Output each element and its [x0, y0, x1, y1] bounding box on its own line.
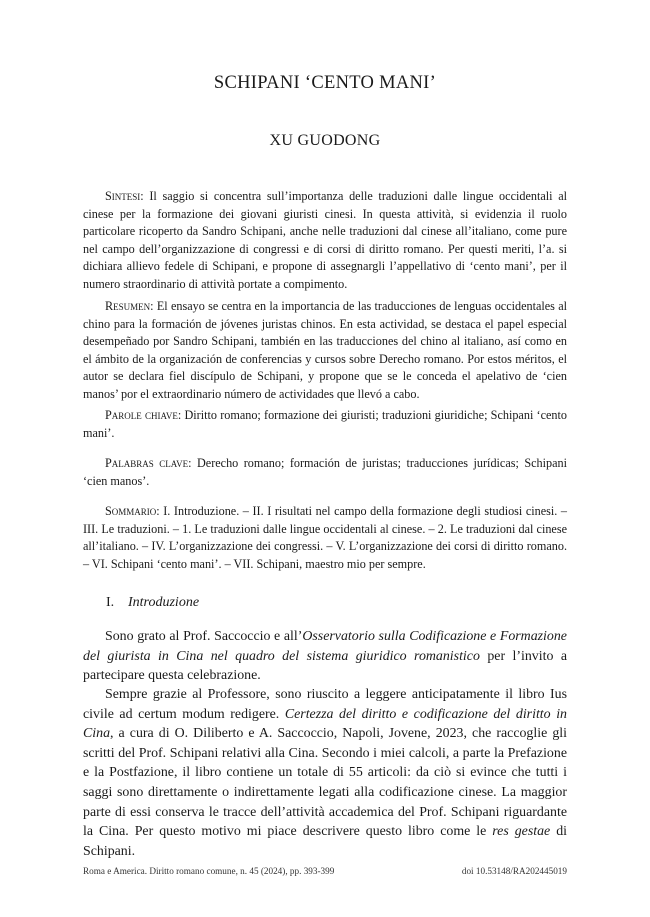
para2-italic-1: Certezza del diritto e codificazione del diritto in Cina: [83, 706, 567, 742]
keywords-italian-label: Parole chiave:: [105, 408, 182, 422]
footer-citation: Roma e America. Diritto romano comune, n. 45 (2024), pp. 393-399: [83, 866, 335, 876]
section-heading: [106, 595, 199, 611]
abstract-italian: [83, 188, 567, 294]
para1-italic-1: Osservatorio sulla Codificazione e Formazione del giurista in Cina nel quadro del sistema giuridico romanistico: [83, 629, 567, 664]
section-number: I.: [106, 595, 115, 610]
keywords-spanish-label: Palabras clave:: [105, 456, 192, 470]
para2-text-3: di Schipani.: [83, 824, 568, 859]
body-paragraph-2: [83, 685, 567, 861]
keywords-italian-text: Diritto romano; formazione dei giuristi; traduzioni giuridiche; Schipani ‘cento mani’.: [83, 408, 568, 440]
keywords-italian: [83, 407, 567, 442]
abstract-italian-label: Sintesi:: [105, 189, 144, 203]
section-title: Introduzione: [128, 595, 200, 610]
para1-text-2: per l’invito a partecipare questa celebrazione.: [83, 648, 567, 684]
keywords-spanish: [83, 455, 567, 490]
para2-text-2: , a cura di O. Diliberto e A. Saccoccio, Napoli, Jovene, 2023, che raccoglie gli scritti del Prof. Schipani relativi alla Cina. Secondo i miei calcoli, a parte la Prefazione e la Postfazione, il libro contiene un totale di 55 articoli: da ciò si evince che tutti i saggi sono direttamente o indirettamente legati alla codificazione cinese. La maggior parte di essi conserva le tracce dell’attività accademica del Prof. Schipani riguardante la Cina. Per questo motivo mi piace descrivere questo libro come le: [83, 726, 567, 840]
abstract-spanish: [83, 298, 567, 404]
para2-text-1: Sempre grazie al Professore, sono riuscito a leggere anticipatamente il libro Ius civile ad certum modum redigere.: [83, 687, 567, 722]
author-name: XU GUODONG: [269, 132, 381, 149]
abstract-italian-text: Il saggio si concentra sull’importanza delle traduzioni dalle lingue occidentali al cinese per la formazione dei giovani giuristi cinesi. In questa attività, si evidenzia il ruolo particolare ricoperto da Sandro Schipani, anche nelle traduzioni dal cinese all’italiano, come pure nel campo dell’organizzazione di congressi e di corsi di diritto romano. Per questi meriti, l’a. si dichiara allievo fedele di Schipani, e propone di assegnargli l’appellativo di ‘cento mani’, per il numero straordinario di attività portate a compimento.: [83, 189, 568, 291]
para2-italic-2: res gestae: [492, 824, 551, 840]
abstract-spanish-label: Resumen:: [105, 299, 154, 313]
footer-doi: doi 10.53148/RA202445019: [461, 866, 567, 876]
abstract-spanish-text: El ensayo se centra en la importancia de las traducciones de lenguas occidentales al chino para la formación de jóvenes juristas chinos. En esta actividad, se destaca el papel especial desempeñado por Sandro Schipani, también en las traducciones del chino al italiano, así como en el ámbito de la organización de conferencias y cursos sobre Derecho romano. Por estos méritos, el autor se declara fiel discípulo de Schipani, y propone que se le conceda el apelativo de ‘cien manos’ por el extraordinario número de actividades que llevó a cabo.: [83, 299, 568, 401]
table-of-contents-label: Sommario:: [105, 504, 160, 518]
para1-text-1: Sono grato al Prof. Saccoccio e all’: [105, 629, 303, 644]
article-title: SCHIPANI ‘CENTO MANI’: [213, 73, 437, 93]
table-of-contents-text: I. Introduzione. – II. I risultati nel campo della formazione degli studiosi cinesi. – III. Le traduzioni. – 1. Le traduzioni dalle lingue occidentali al cinese. – 2. Le traduzioni dal cinese all’italiano. – IV. L’organizzazione dei congressi. – V. L’organizzazione dei corsi di diritto romano. – VI. Schipani ‘cento mani’. – VII. Schipani, maestro mio per sempre.: [83, 504, 568, 571]
body-paragraph-1: [83, 627, 567, 686]
keywords-spanish-text: Derecho romano; formación de juristas; traducciones jurídicas; Schipani ‘cien manos’.: [83, 456, 567, 488]
table-of-contents: [83, 503, 567, 573]
